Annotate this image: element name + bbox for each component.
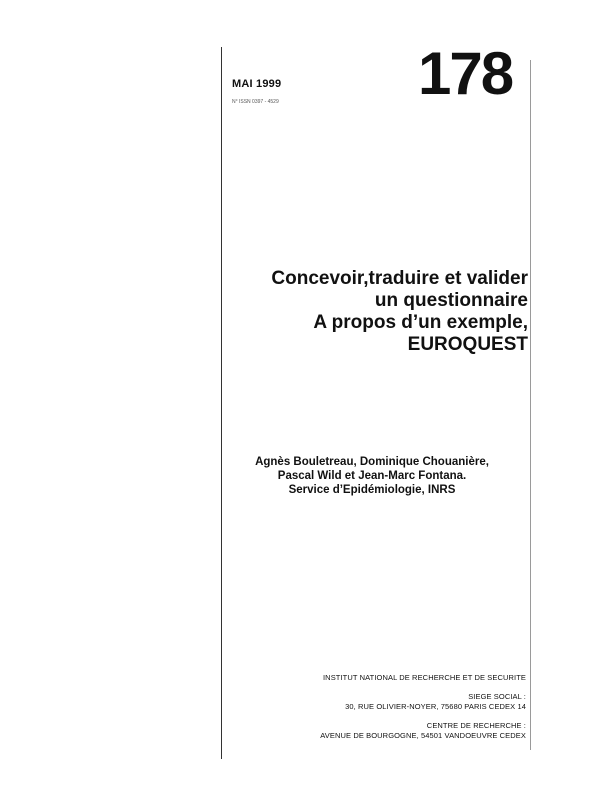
research-centre-label: CENTRE DE RECHERCHE : [426,721,526,730]
left-margin-rule [221,47,222,759]
research-centre-address: AVENUE DE BOURGOGNE, 54501 VANDOEUVRE CEDEX [320,731,526,740]
head-office-label: SIEGE SOCIAL : [468,692,526,701]
issue-number: 178 [418,40,513,107]
right-margin-rule [530,60,531,750]
footer-spacer [320,712,526,721]
authors-line: Pascal Wild et Jean-Marc Fontana. [277,470,467,482]
title-line: Concevoir,traduire et valider [271,268,528,289]
issn-number: N° ISSN 0397 - 4529 [232,99,279,105]
title-line: un questionnaire [374,290,528,311]
publication-date: MAI 1999 [232,78,282,90]
footer-spacer [320,683,526,692]
affiliation-line: Service d’Epidémiologie, INRS [288,484,456,496]
document-title [271,268,528,356]
title-line: EUROQUEST [407,334,528,355]
authors-block [227,455,517,497]
institute-name: INSTITUT NATIONAL DE RECHERCHE ET DE SECURITE [323,673,526,682]
head-office-address: 30, RUE OLIVIER-NOYER, 75680 PARIS CEDEX 14 [345,702,526,711]
publisher-footer [320,673,526,741]
title-line: A propos d’un exemple, [313,312,528,333]
authors-line: Agnès Bouletreau, Dominique Chouanière, [255,456,489,468]
